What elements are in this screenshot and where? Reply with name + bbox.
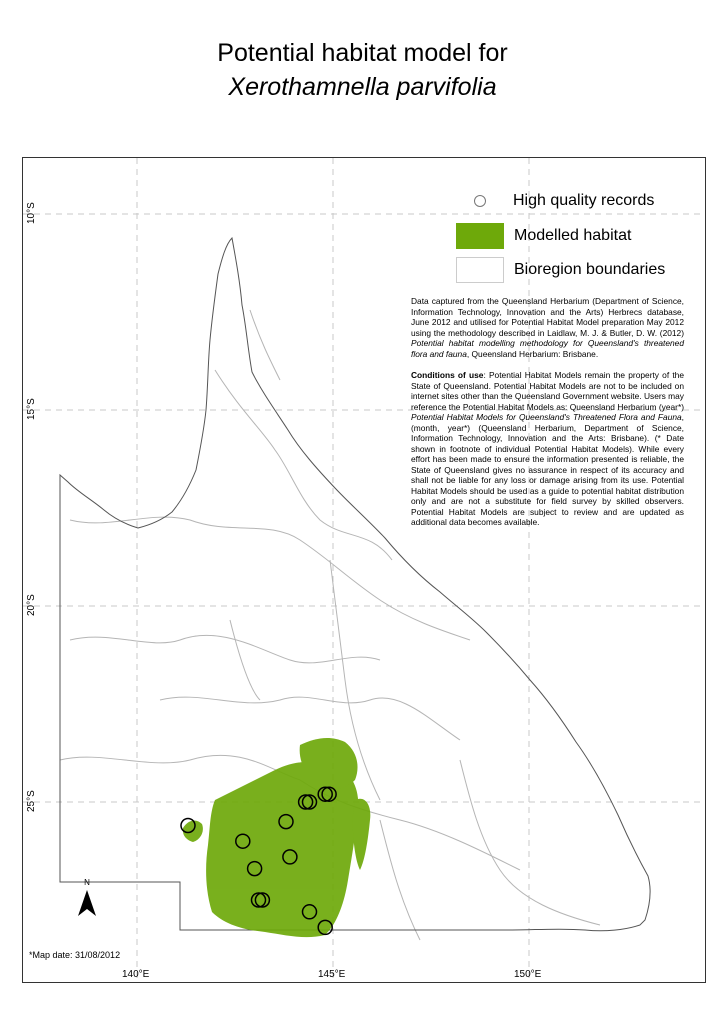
lon-label-145e: 145°E: [318, 969, 346, 980]
lon-label-150e: 150°E: [514, 969, 542, 980]
legend-bioregion-label: Bioregion boundaries: [514, 261, 666, 278]
title-species-name: Xerothamnella parvifolia: [228, 73, 497, 101]
lat-label-25s: 25°S: [26, 790, 37, 812]
lat-label-10s: 10°S: [26, 202, 37, 224]
legend-habitat: [456, 221, 631, 251]
title-line-1: Potential habitat model for: [217, 39, 508, 67]
legend-habitat-label: Modelled habitat: [514, 227, 632, 244]
map-notes: [411, 296, 684, 539]
lon-label-140e: 140°E: [122, 969, 150, 980]
map-date: *Map date: 31/08/2012: [29, 950, 121, 960]
bioregion-swatch-icon: [456, 257, 504, 283]
legend-records-label: High quality records: [513, 192, 655, 209]
lat-label-15s: 15°S: [26, 398, 37, 420]
record-circle-icon: [474, 195, 486, 207]
north-label: N: [84, 878, 90, 887]
modelled-habitat: [183, 738, 370, 937]
north-arrow-icon: [76, 876, 98, 920]
lat-label-20s: 20°S: [26, 594, 37, 616]
legend-records: [456, 186, 654, 216]
legend-bioregion: [456, 255, 665, 285]
habitat-swatch-icon: [456, 223, 504, 249]
data-source-note: Data captured from the Queensland Herbarium (Department of Science, Information Technology, Innovation and the Arts) Herbrecs database, June 2012 and utilised for Potential Habitat Model preparation May 2012 using the methodology described in Laidlaw, M. J. & Butler, D. W. (2012) Potential habitat modelling methodology for Queensland's threatened flora and fauna, Queensland Herbarium: Brisbane.: [411, 296, 684, 359]
conditions-of-use-note: Conditions of use: Potential Habitat Models remain the property of the State of Queensland. Potential Habitat Models are not to be included on internet sites other than the Queensland Government website. Users may reference the Potential Habitat Models as: Queensland Herbarium (year*) Potential Habitat Models for Queensland's Threatened Flora and Fauna, (month, year*) (Queensland Herbarium, Department of Science, Information Technology, Innovation and the Arts: Brisbane). (* Date shown in footnote of individual Potential Habitat Models). While every effort has been made to ensure the information presented is reliable, the State of Queensland gives no assurance in respect of its accuracy and shall not be liable for any loss or damage arising from its use. Potential Habitat Models should be used as a guide to potential habitat distribution only and are not a substitute for field survey by skilled observers. Potential Habitat Models are subject to review and are updated as additional data becomes available.: [411, 370, 685, 527]
